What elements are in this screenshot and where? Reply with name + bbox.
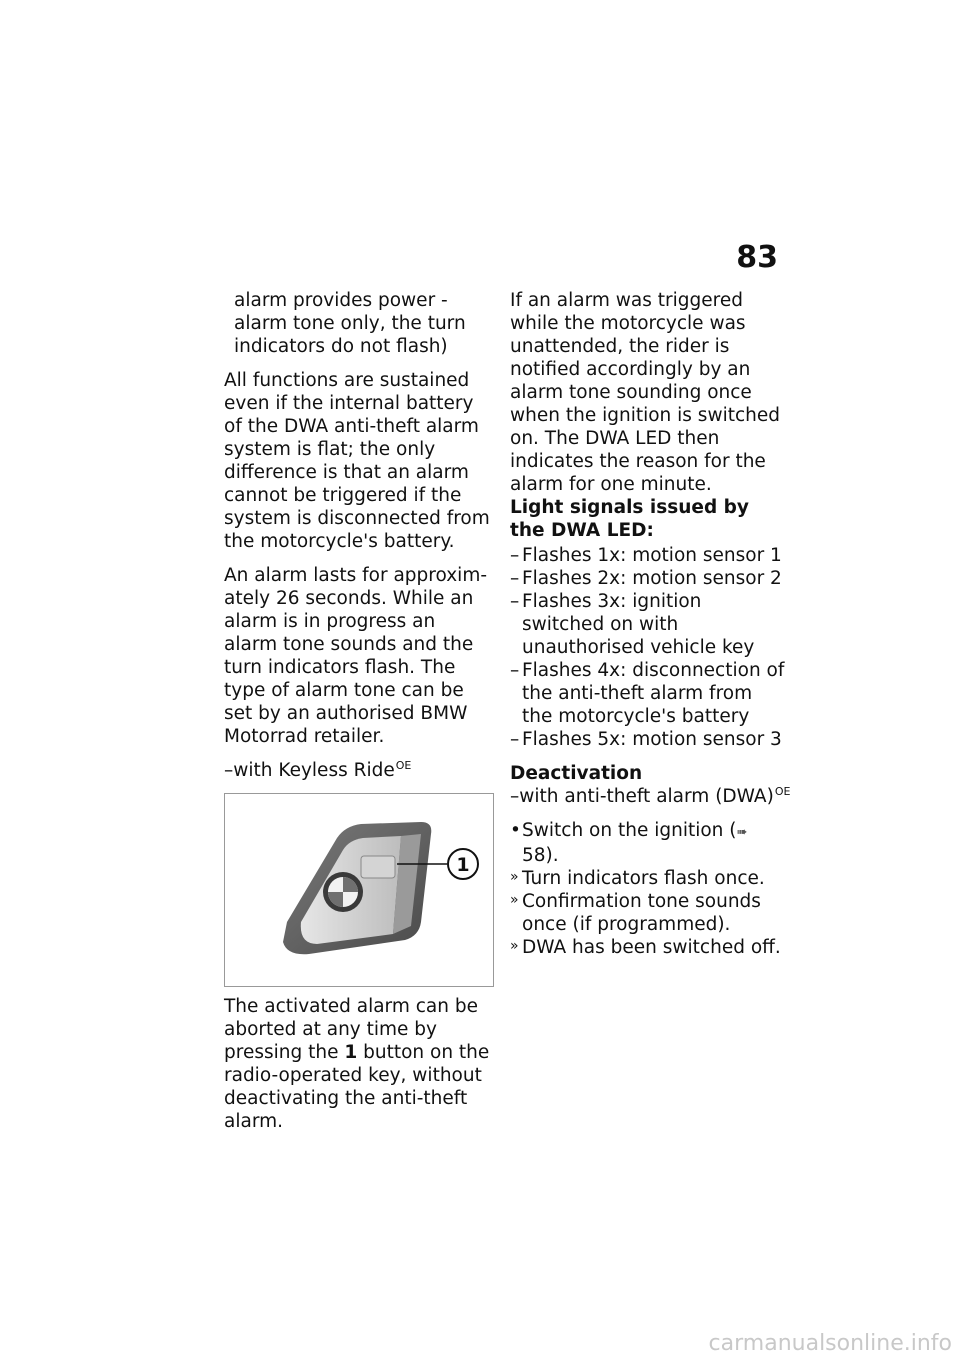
callout-number: 1 (456, 854, 470, 876)
list-item: » Confirmation tone sounds once (if programmed). (510, 891, 761, 935)
list-item: » Turn indicators flash once. (510, 868, 765, 889)
left-column (224, 289, 494, 1144)
light-signal-list (510, 544, 785, 751)
paragraph-alarm-triggered: If an alarm was triggered while the motorcycle was unattended, the rider is notified accordingly by an alarm tone sounding once when the ignition is switched on. The DWA LED then indicates the reason for the alarm for one minute. (510, 290, 780, 495)
abort-button-ref: 1 (344, 1042, 358, 1063)
keyless-ride-marker (224, 759, 494, 782)
list-item: – Flashes 3x: ignition switched on with unauthorised vehicle key (510, 591, 755, 658)
list-item: – Flashes 5x: motion sensor 3 (510, 729, 782, 750)
abort-text-2: button on the radio-operated key, without deactivating the anti-theft alarm. (224, 1042, 490, 1132)
result-list (510, 867, 785, 959)
bullet-icon: • (510, 820, 521, 841)
oe-superscript: OE (774, 784, 791, 798)
watermark: carmanualsonline.info (708, 1331, 952, 1356)
dwa-label: –with anti-theft alarm (DWA) (510, 786, 774, 807)
list-item: – Flashes 1x: motion sensor 1 (510, 545, 782, 566)
page-reference-arrow-icon: ➠ (736, 825, 748, 840)
result-arrow-icon: » (510, 938, 519, 954)
heading-deactivation: Deactivation (510, 763, 643, 784)
keyless-ride-label: –with Keyless Ride (224, 760, 395, 781)
paragraph-battery: All functions are sustained even if the internal battery of the DWA anti-theft alarm system is flat; the only difference is that an alarm cannot be triggered if the system is disconnected from the motorcycle's battery. (224, 370, 490, 552)
right-column (510, 289, 791, 959)
abort-text-1: The activated alarm can be aborted at any time by pressing the (224, 996, 478, 1063)
oe-superscript: OE (395, 758, 412, 772)
list-item: – Flashes 4x: disconnection of the anti-theft alarm from the motorcycle's battery (510, 660, 785, 727)
key-fob-illustration (225, 794, 493, 986)
continuation-text: alarm provides power - alarm tone only, the turn indicators do not flash) (234, 290, 466, 357)
result-arrow-icon: » (510, 869, 519, 885)
paragraph-alarm-duration: An alarm lasts for approximately 26 seconds. While an alarm is in progress an alarm tone sounds and the turn indicators flash. The type of alarm tone can be set by an authorised BMW Motorrad retailer. (224, 565, 488, 747)
step-switch-on-ignition: • Switch on the ignition (➠ 58). (510, 820, 748, 866)
list-item: » DWA has been switched off. (510, 937, 781, 958)
heading-light-signals: Light signals issued by the DWA LED: (510, 497, 749, 541)
dwa-marker (510, 784, 791, 808)
list-item: – Flashes 2x: motion sensor 2 (510, 568, 782, 589)
result-arrow-icon: » (510, 892, 519, 908)
page-number: 83 (736, 240, 778, 275)
key-fob-figure (224, 793, 494, 987)
paragraph-abort (224, 995, 494, 1133)
